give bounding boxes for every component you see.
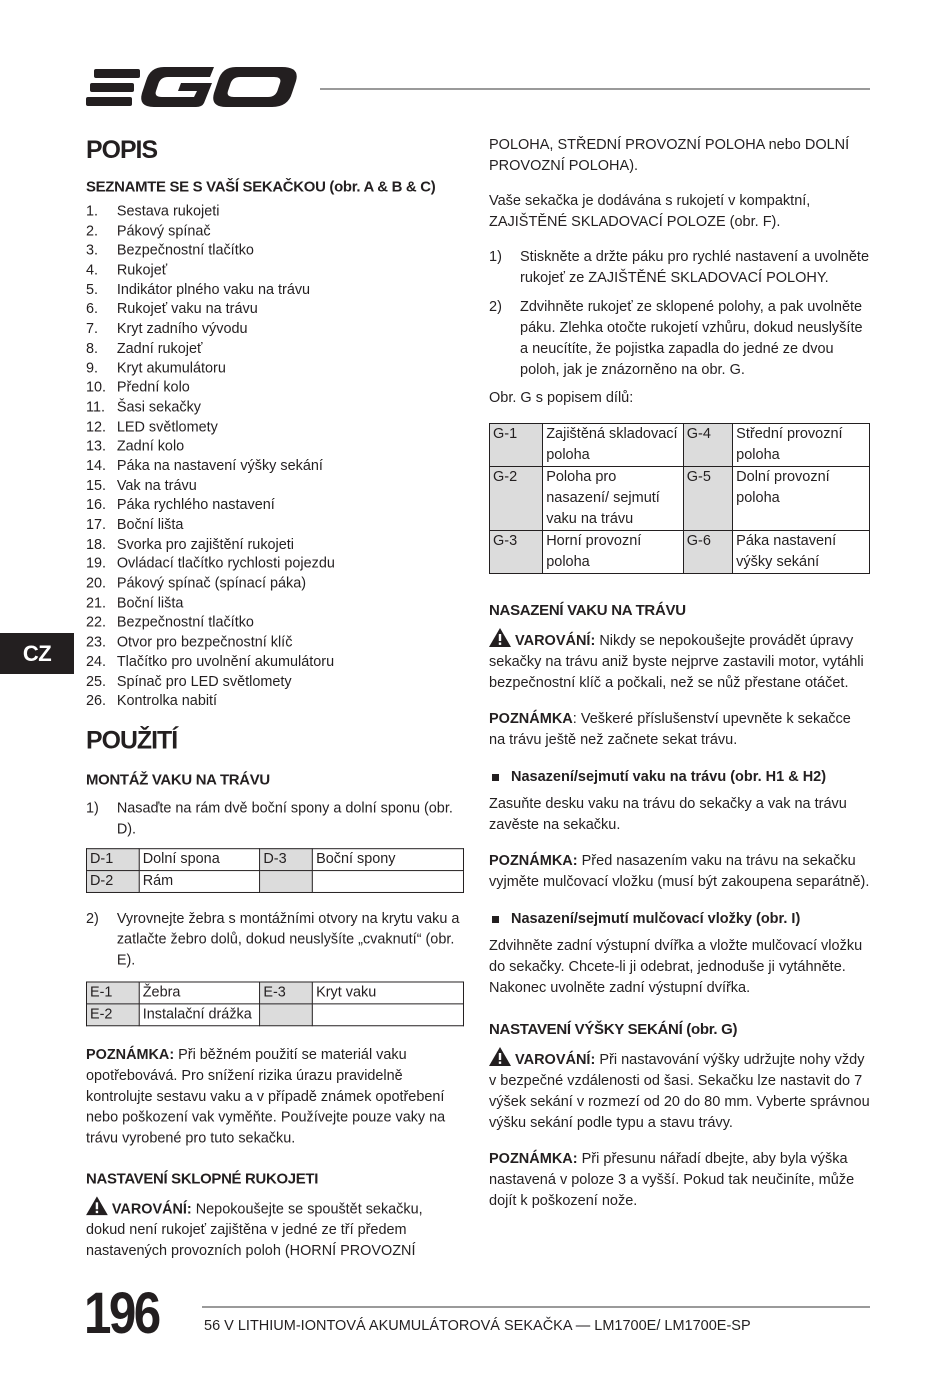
section-title-popis: POPIS xyxy=(86,135,158,164)
parts-list-item: 18. Svorka pro zajištění rukojeti xyxy=(86,536,295,553)
footer-title: 56 V LITHIUM-IONTOVÁ AKUMULÁTOROVÁ SEKAČKA — LM1700E/ LM1700E-SP xyxy=(204,1318,751,1334)
table-cell-code: D-2 xyxy=(86,870,139,892)
montaz-step-2: 2) Vyrovnejte žebra s montážními otvory na krytu vaku a zatlačte žebro dolů, dokud neuslyšíte „cvaknutí“ (obr. E). xyxy=(86,910,460,969)
parts-table-d xyxy=(86,848,464,893)
table-cell-code: D-1 xyxy=(86,849,139,871)
note-mulch-remove: POZNÁMKA: Před nasazením vaku na trávu na sekačku vyjměte mulčovací vložku (musí být zakoupena separátně). xyxy=(489,853,870,890)
table-cell-code: E-3 xyxy=(260,982,313,1004)
bag-heading: NASAZENÍ VAKU NA TRÁVU xyxy=(489,602,686,619)
parts-list xyxy=(86,203,464,712)
page-number: 196 xyxy=(84,1281,159,1346)
warning-height: VAROVÁNÍ: Při nastavování výšky udržujte nohy vždy v bezpečné vzdálenosti od šasi. Sekačku lze nastavit do 7 výšek sekání v rozmezí od 20 do 80 mm. Vyberte správnou výšku sekání podle typu a stavu trávy. xyxy=(489,1047,870,1134)
parts-list-item: 7. Kryt zadního vývodu xyxy=(86,321,248,338)
parts-list-item: 3. Bezpečnostní tlačítko xyxy=(86,242,254,259)
table-cell-code: E-2 xyxy=(86,1004,139,1026)
table-cell-desc: Boční spony xyxy=(313,849,464,871)
parts-list-item: 17. Boční lišta xyxy=(86,516,184,533)
table-cell-desc: Zajištěná skladovací poloha xyxy=(543,424,684,467)
parts-list-item: 25. Spínač pro LED světlomety xyxy=(86,673,292,690)
height-heading: NASTAVENÍ VÝŠKY SEKÁNÍ (obr. G) xyxy=(489,1021,738,1038)
table-cell-desc: Střední provozní poloha xyxy=(733,424,870,467)
parts-list-item: 21. Boční lišta xyxy=(86,595,184,612)
parts-list-item: 1. Sestava rukojeti xyxy=(86,203,220,220)
table-cell-desc: Kryt vaku xyxy=(313,982,464,1004)
table-cell-desc: Dolní provozní poloha xyxy=(733,467,870,531)
parts-list-item: 20. Pákový spínač (spínací páka) xyxy=(86,575,307,592)
table-row xyxy=(86,982,463,1004)
table-cell-code xyxy=(260,1004,313,1026)
parts-list-item: 14. Páka na nastavení výšky sekání xyxy=(86,458,323,475)
warning-handle: VAROVÁNÍ: Nepokoušejte se spouštět sekačku, dokud není rukojeť zajištěna v jedné ze tří předem nastavených provozních poloh (HORNÍ PROVOZNÍ xyxy=(86,1196,464,1262)
parts-table-g xyxy=(489,423,870,574)
parts-list-item: 22. Bezpečnostní tlačítko xyxy=(86,614,254,631)
table-cell-code: G-4 xyxy=(683,424,732,467)
table-cell-desc: Rám xyxy=(139,870,260,892)
warning-modifications: VAROVÁNÍ: Nikdy se nepokoušejte provádět úpravy sekačky na trávu aniž byste nejprve zastavili motor, vytáhli bezpečnostní klíč a počkali, než se nůž přestane otáčet. xyxy=(489,628,870,694)
handle-heading: NASTAVENÍ SKLOPNÉ RUKOJETI xyxy=(86,1170,319,1188)
table-cell-code: G-3 xyxy=(490,531,543,574)
parts-table-e xyxy=(86,981,464,1026)
table-cell-desc: Dolní spona xyxy=(139,849,260,871)
table-cell-desc: Horní provozní poloha xyxy=(543,531,684,574)
parts-list-item: 12. LED světlomety xyxy=(86,419,218,435)
table-cell-desc: Žebra xyxy=(139,982,260,1004)
parts-list-item: 24. Tlačítko pro uvolnění akumulátoru xyxy=(86,654,335,670)
table-cell-desc: Instalační drážka xyxy=(139,1004,260,1026)
bullet-mulch-install: Nasazení/sejmutí mulčovací vložky (obr. I) xyxy=(489,909,870,930)
montaz-heading: MONTÁŽ VAKU NA TRÁVU xyxy=(86,771,270,789)
parts-list-item: 5. Indikátor plného vaku na trávu xyxy=(86,281,311,298)
bullet-square-icon xyxy=(492,774,499,781)
handle-step-1: 1) Stiskněte a držte páku pro rychlé nastavení a uvolněte rukojeť ze ZAJIŠTĚNÉ SKLADOVACÍ POLOHY. xyxy=(489,249,870,286)
note-transport-height: POZNÁMKA: Při přesunu nářadí dbejte, aby byla výška nastavená v poloze 3 a vyšší. Pokud tak neučiníte, může dojít k poškození nože. xyxy=(489,1151,855,1209)
handle-positions-cont: POLOHA, STŘEDNÍ PROVOZNÍ POLOHA nebo DOLNÍ PROVOZNÍ POLOHA). xyxy=(489,137,850,174)
right-column xyxy=(489,135,870,1212)
table-cell-code: G-6 xyxy=(683,531,732,574)
intro-heading: SEZNAMTE SE S VAŠÍ SEKAČKOU (obr. A & B & C) xyxy=(86,178,436,196)
table-cell-desc xyxy=(313,1004,464,1026)
table-cell-code: E-1 xyxy=(86,982,139,1004)
footer-rule xyxy=(202,1306,870,1308)
parts-list-item: 11. Šasi sekačky xyxy=(86,399,202,416)
language-tab: CZ xyxy=(0,633,74,674)
montaz-step-1: 1) Nasaďte na rám dvě boční spony a dolní sponu (obr. D). xyxy=(86,800,453,838)
warning-icon xyxy=(489,628,511,647)
section-title-pouziti: POUŽITÍ xyxy=(86,726,178,755)
parts-list-item: 6. Rukojeť vaku na trávu xyxy=(86,301,258,318)
parts-list-item: 16. Páka rychlého nastavení xyxy=(86,497,275,514)
bullet-bag-install: Nasazení/sejmutí vaku na trávu (obr. H1 & H2) xyxy=(489,767,870,788)
parts-list-item: 8. Zadní rukojeť xyxy=(86,340,203,357)
warning-icon xyxy=(86,1196,108,1215)
table-row xyxy=(86,870,463,892)
table-row xyxy=(490,531,870,574)
table-cell-desc xyxy=(313,870,464,892)
note-accessories: POZNÁMKA: Veškeré příslušenství upevněte k sekačce na trávu ještě než začnete sekat trávu. xyxy=(489,711,851,748)
table-cell-code: D-3 xyxy=(260,849,313,871)
left-column xyxy=(86,135,464,1262)
parts-list-item: 2. Pákový spínač xyxy=(86,223,211,240)
parts-list-item: 23. Otvor pro bezpečnostní klíč xyxy=(86,634,293,651)
mulch-install-text: Zdvihněte zadní výstupní dvířka a vložte mulčovací vložku do sekačky. Chcete-li ji odebrat, jednoduše ji vytáhněte. Nakonec uvolněte zadní výstupní dvířka. xyxy=(489,938,863,996)
table-cell-code: G-2 xyxy=(490,467,543,531)
note-bag-wear: POZNÁMKA: Při běžném použití se materiál vaku opotřebovává. Pro snížení rizika úrazu pravidelně kontrolujte sestavu vaku a v případě známek opotřebení nebo poškození vak vyměňte. Používejte pouze vaky na trávu vyrobené pro tuto sekačku. xyxy=(86,1047,446,1147)
fig-g-caption: Obr. G s popisem dílů: xyxy=(489,390,634,406)
ego-logo xyxy=(86,63,298,113)
parts-list-item: 26. Kontrolka nabití xyxy=(86,693,218,710)
table-cell-code: G-5 xyxy=(683,467,732,531)
table-row xyxy=(86,849,463,871)
warning-icon xyxy=(489,1047,511,1066)
parts-list-item: 13. Zadní kolo xyxy=(86,438,185,455)
table-row xyxy=(490,424,870,467)
parts-list-item: 19. Ovládací tlačítko rychlosti pojezdu xyxy=(86,556,335,573)
table-cell-code: G-1 xyxy=(490,424,543,467)
table-row xyxy=(490,467,870,531)
table-cell-desc: Páka nastavení výšky sekání xyxy=(733,531,870,574)
supplied-position-text: Vaše sekačka je dodávána s rukojetí v kompaktní, ZAJIŠTĚNÉ SKLADOVACÍ POLOZE (obr. F). xyxy=(489,193,811,230)
parts-list-item: 9. Kryt akumulátoru xyxy=(86,360,226,377)
handle-step-2: 2) Zdvihněte rukojeť ze sklopené polohy, a pak uvolněte páku. Zlehka otočte rukojetí vzhůru, dokud neuslyšíte a neucítíte, že pojistka zapadla do jedné ze dvou poloh, jak je znázorněno na obr. G. xyxy=(489,299,863,378)
table-row xyxy=(86,1004,463,1026)
bullet-square-icon xyxy=(492,916,499,923)
table-cell-code xyxy=(260,870,313,892)
parts-list-item: 4. Rukojeť xyxy=(86,262,168,279)
bag-install-text: Zasuňte desku vaku na trávu do sekačky a vak na trávu zavěste na sekačku. xyxy=(489,796,847,833)
table-cell-desc: Poloha pro nasazení/ sejmutí vaku na trávu xyxy=(543,467,684,531)
parts-list-item: 15. Vak na trávu xyxy=(86,477,197,494)
parts-list-item: 10. Přední kolo xyxy=(86,379,190,396)
header-rule xyxy=(320,88,870,90)
